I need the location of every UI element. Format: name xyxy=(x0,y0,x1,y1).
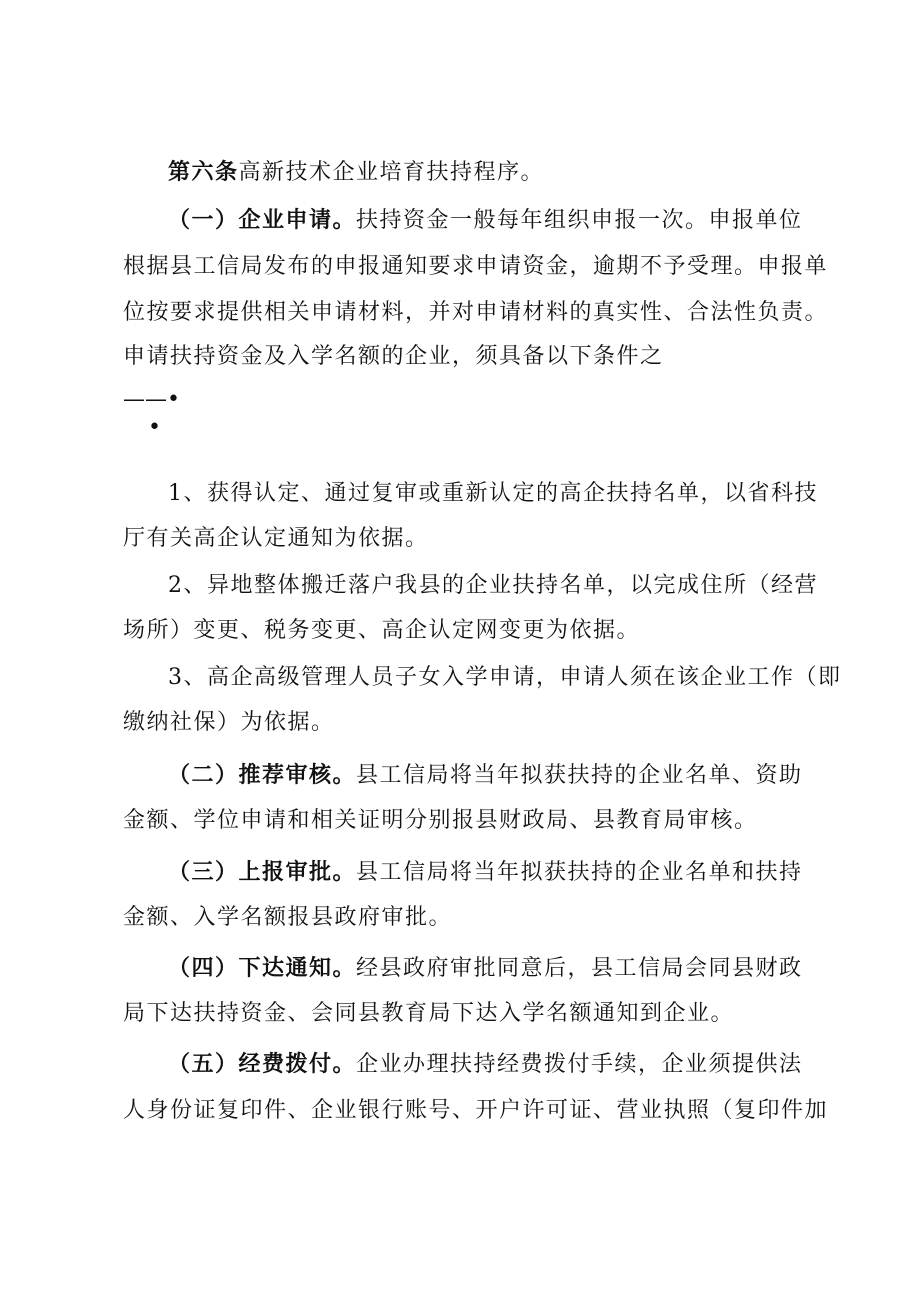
section-1-line-4: 申请扶持资金及入学名额的企业，须具备以下条件之 xyxy=(123,344,664,369)
section-2-line-2: 金额、学位申请和相关证明分别报县财政局、县教育局审核。 xyxy=(123,808,758,833)
section-4-label: （四）下达通知。 xyxy=(168,955,357,981)
condition-3-line-2: 缴纳社保）为依据。 xyxy=(123,710,335,735)
section-4-text-1: 经县政府审批同意后，县工信局会同县财政 xyxy=(356,956,803,981)
section-5-label: （五）经费拨付。 xyxy=(168,1051,357,1077)
section-1-text-1: 扶持资金一般每年组织申报一次。申报单位 xyxy=(356,208,803,233)
section-2-line-1 xyxy=(168,760,803,791)
section-1-line-3: 位按要求提供相关申请材料，并对申请材料的真实性、合法性负责。 xyxy=(123,300,829,325)
condition-2-line-2: 场所）变更、税务变更、高企认定网变更为依据。 xyxy=(123,618,641,643)
article-6-title: 高新技术企业培育扶持程序。 xyxy=(238,160,545,185)
section-1-line-2: 根据县工信局发布的申报通知要求申请资金，逾期不予受理。申报单 xyxy=(123,254,829,279)
section-1-line-6: • xyxy=(148,415,161,440)
condition-2-line-1: 2、异地整体搬迁落户我县的企业扶持名单，以完成住所（经营 xyxy=(168,573,818,598)
article-6-line xyxy=(168,157,544,188)
section-3-label: （三）上报审批。 xyxy=(168,859,357,885)
article-6-heading: 第六条 xyxy=(168,159,239,185)
section-4-line-2: 局下达扶持资金、会同县教育局下达入学名额通知到企业。 xyxy=(123,1001,735,1026)
condition-1-line-2: 厅有关高企认定通知为依据。 xyxy=(123,526,429,551)
section-3-line-1 xyxy=(168,857,803,888)
condition-1-line-1: 1、获得认定、通过复审或重新认定的高企扶持名单，以省科技 xyxy=(168,481,818,506)
section-4-line-1 xyxy=(168,953,803,984)
section-3-text-1: 县工信局将当年拟获扶持的企业名单和扶持 xyxy=(356,860,803,885)
section-3-line-2: 金额、入学名额报县政府审批。 xyxy=(123,905,453,930)
condition-3-line-1: 3、高企高级管理人员子女入学申请，申请人须在该企业工作（即 xyxy=(168,665,842,690)
section-2-text-1: 县工信局将当年拟获扶持的企业名单、资助 xyxy=(356,763,803,788)
section-2-label: （二）推荐审核。 xyxy=(168,762,357,788)
section-1-line-1 xyxy=(168,205,803,236)
section-1-label: （一）企业申请。 xyxy=(168,207,357,233)
section-5-text-1: 企业办理扶持经费拨付手续，企业须提供法 xyxy=(356,1052,803,1077)
section-5-line-1 xyxy=(168,1049,803,1080)
section-1-line-5: ——• xyxy=(123,387,180,412)
section-5-line-2: 人身份证复印件、企业银行账号、开户许可证、营业执照（复印件加 xyxy=(123,1098,829,1123)
